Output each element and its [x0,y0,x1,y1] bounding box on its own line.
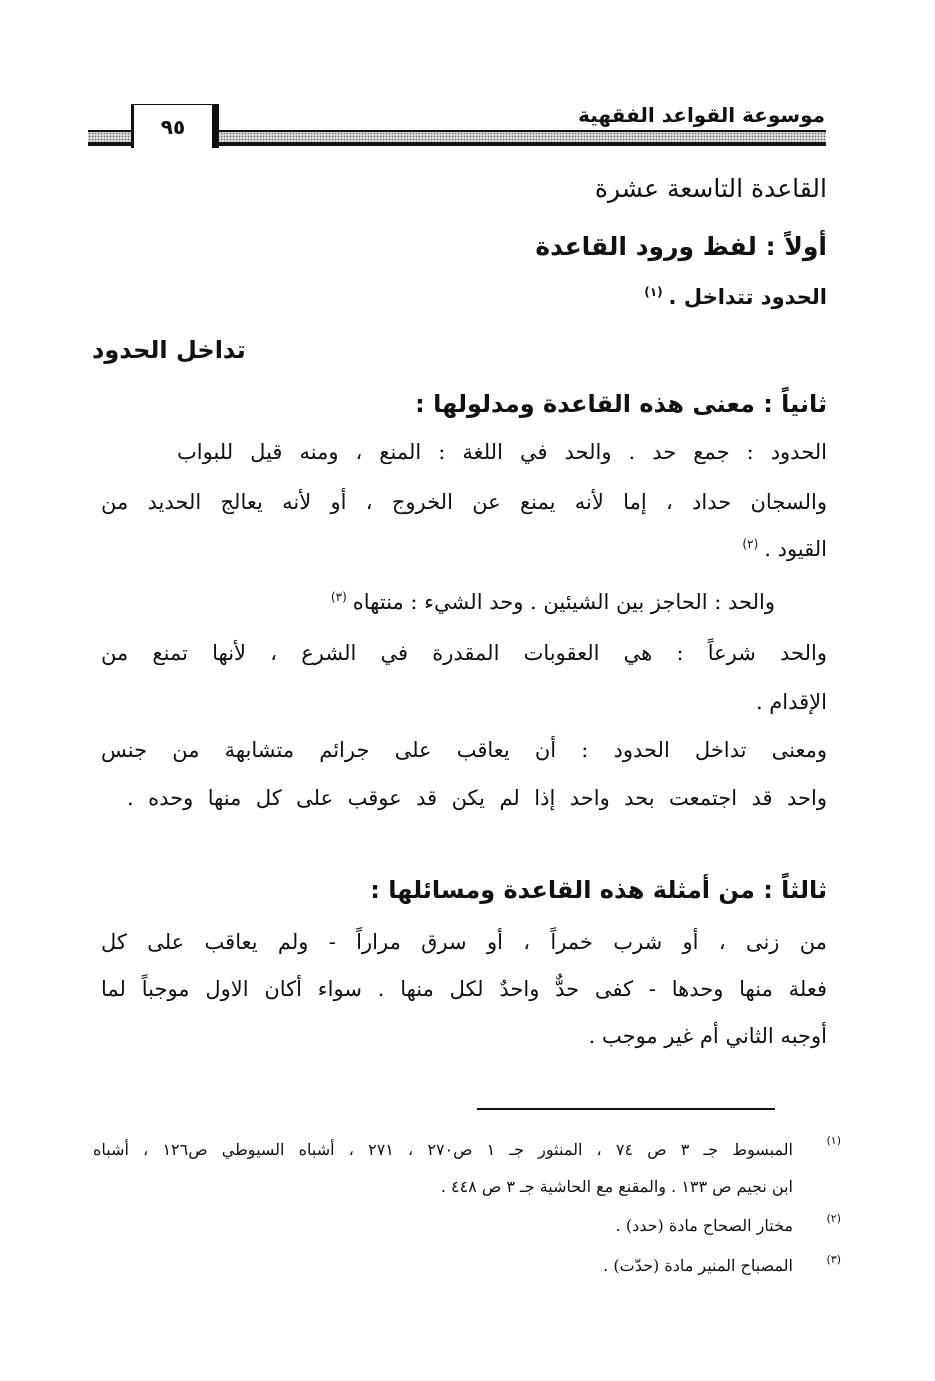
section2-p2-text: والحد : الحاجز بين الشيئين . وحد الشيء : منتهاه [352,590,775,614]
section2-p1-line1: الحدود : جمع حد . والحد في اللغة : المنع ، ومنه قيل للبواب [177,440,827,464]
rule-text [638,285,827,309]
section2-p2 [325,590,775,614]
footnote-1-line1: المبسوط جـ ٣ ص ٧٤ ، المنثور جـ ١ ص٢٧٠ ، ٢٧١ ، أشباه السيوطي ص١٢٦ ، أشباه [93,1140,794,1159]
section3-p1-line3: أوجبه الثاني أم غير موجب . [588,1024,827,1048]
section3-p1-line2: فعلة منها وحدها - كفى حدٌّ واحدٌ لكل منها . سواء أكان الاول موجباً لما [101,977,827,1001]
section2-p3-line1: والحد شرعاً : هي العقوبات المقدرة في الشرع ، لأنها تمنع من [101,641,827,665]
footnote-ref-2: (٢) [742,537,759,551]
rule-text-content: الحدود تتداخل . [668,285,827,309]
footnote-separator [477,1108,775,1110]
footnote-1-number: (١) [826,1134,841,1147]
section2-p4-line2: واحد قد اجتمعت بحد واحد إذا لم يكن قد عوقب على كل منها وحده . [127,786,827,810]
footnote-ref-1: (١) [644,285,663,299]
section3-p1-line1: من زنى ، أو شرب خمراً ، أو سرق مراراً - ولم يعاقب على كل [101,930,827,954]
footnote-3-number: (٣) [826,1253,841,1266]
footnote-2-number: (٢) [826,1212,841,1225]
section2-p1-line3-text: القيود . [764,537,827,561]
footnote-1-line2: ابن نجيم ص ١٣٣ . والمقنع مع الحاشية جـ ٣ ص ٤٤٨ . [440,1177,793,1196]
section2-p4-line1: ومعنى تداخل الحدود : أن يعاقب على جرائم متشابهة من جنس [101,738,827,762]
footnote-2-text: مختار الصحاح مادة (حدد) . [615,1216,793,1235]
short-title: تداخل الحدود [92,336,246,364]
section2-p3-line2: الإقدام . [755,690,827,714]
page-number-box [131,104,219,148]
footnote-3-text: المصباح المنير مادة (حدّت) . [603,1256,793,1275]
footnote-ref-3: (٣) [330,590,347,604]
section2-p1-line2: والسجان حداد ، إما لأنه يمنع عن الخروج ، أو لأنه يعالج الحديد من [101,490,827,514]
section2-heading: ثانياً : معنى هذه القاعدة ومدلولها : [415,390,827,418]
rule-title: القاعدة التاسعة عشرة [594,174,827,203]
section1-heading: أولاً : لفظ ورود القاعدة [535,232,827,261]
section3-heading: ثالثاً : من أمثلة هذه القاعدة ومسائلها : [370,876,827,904]
page-number: ٩٥ [160,114,186,139]
section2-p1-line3 [736,537,827,561]
running-header-title: موسوعة القواعد الفقهية [578,103,825,127]
